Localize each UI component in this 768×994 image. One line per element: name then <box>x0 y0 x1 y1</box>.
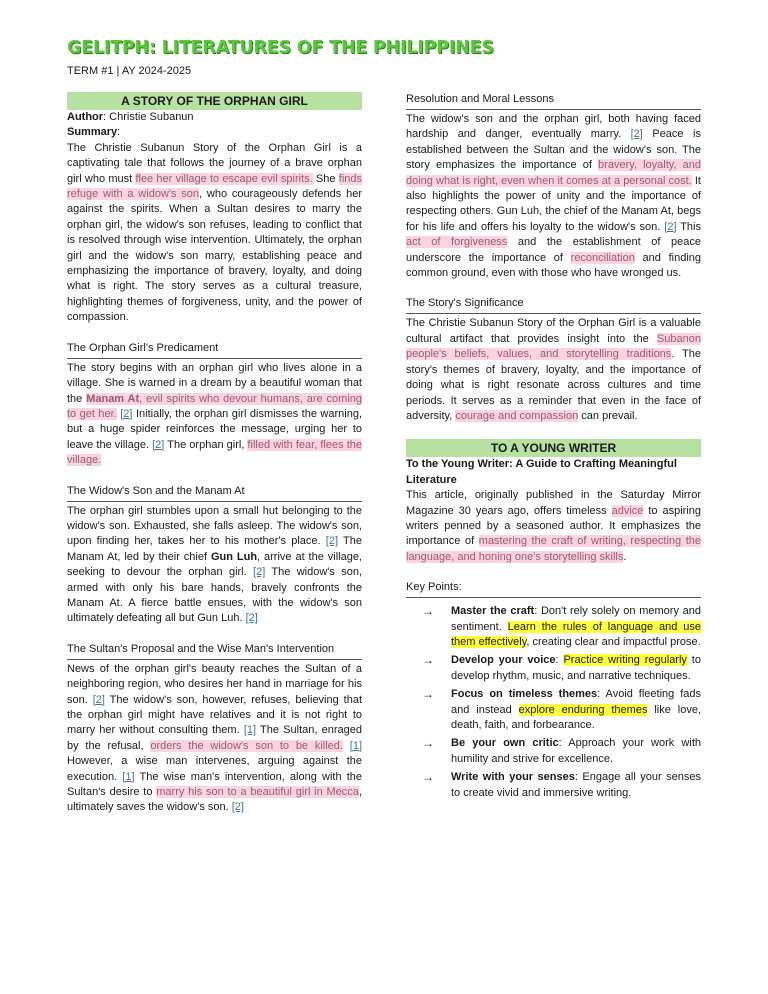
text: The Manam At, led by their chief <box>67 535 363 563</box>
highlight: act of forgiveness <box>406 236 508 249</box>
key-point-label: Master the craft <box>451 605 535 618</box>
summary-label: Summary <box>67 126 118 139</box>
significance-paragraph <box>406 316 701 424</box>
left-column <box>67 92 362 816</box>
text: : Approach your work with humility and strive for excellence. <box>451 737 701 765</box>
text: The wise man's intervention, along with the Sultan's desire to <box>67 770 362 799</box>
text: , who courageously defends her against the spirits. When a Sultan desires to marry the orphan girl, the widow's son refuses, leading to conflict that is resolved through wise intervention. Ultimately, the orphan girl and the widow's son marry, establishing peace and emphasizing the importance of bravery, loyalty, and doing what is right. The story serves as a cultural treasure, highlighting themes of forgiveness, unity, and the power of compassion. <box>67 188 362 324</box>
page-title: GELITPH: LITERATURES OF THE PHILIPPINES <box>67 38 494 58</box>
key-points-list <box>406 604 701 801</box>
text: : Engage all your senses to create vivid and immersive writing. <box>451 771 702 799</box>
key-point-label: Focus on timeless themes <box>451 688 598 701</box>
section-heading-resolution: Resolution and Moral Lessons <box>406 92 701 110</box>
highlight: courage and compassion <box>455 409 579 422</box>
text: and finding common ground, even with those who have wronged us. <box>406 251 701 280</box>
text: This <box>676 220 701 233</box>
list-item <box>406 770 701 801</box>
key-point-label: Write with your senses <box>451 771 575 784</box>
text: The Sultan, enraged by the refusal, <box>67 724 362 752</box>
key-points-heading: Key Points: <box>406 580 701 598</box>
text: , creating clear and impactful prose. <box>526 635 701 648</box>
citation-link[interactable]: [1] <box>243 724 257 737</box>
highlight: mastering the craft of writing, respecting the language, and honing one's storytelling skills <box>406 535 701 563</box>
text: . <box>623 550 627 563</box>
yellow-highlight: Learn the rules of language and use them effectively <box>451 620 701 648</box>
text: The widow's son, armed with only his bare hands, bravely confronts the Manam At. A fierce battle ensues, with the widow's son ultimately defeating all but Gun Luh. <box>67 566 362 625</box>
section-heading-sultan: The Sultan's Proposal and the Wise Man's Intervention <box>67 642 362 660</box>
text: : Avoid fleeting fads and instead <box>451 688 701 716</box>
resolution-paragraph <box>406 112 701 281</box>
highlight: orders the widow's son to be killed. <box>150 739 343 752</box>
author-label: Author <box>67 111 104 123</box>
citation-link[interactable]: [2] <box>630 128 643 141</box>
text: The orphan girl stumbles upon a small hut belonging to the widow's son. Exhausted, she falls asleep. The widow's son, upon finding her, takes her to his mother's place. <box>67 504 362 548</box>
text: , arrive at the village, seeking to devour the orphan girl. <box>67 550 362 579</box>
widows-son-paragraph <box>67 504 362 627</box>
sultan-paragraph <box>67 662 362 816</box>
text: . The story's themes of bravery, loyalty, and the importance of doing what is right resonate across cultures and time periods. It serves as a reminder that even in the face of adversity, <box>406 348 702 422</box>
text: to develop rhythm, music, and narrative techniques. <box>451 654 701 682</box>
yellow-highlight: Practice writing regularly <box>563 654 687 667</box>
author-line <box>67 110 362 125</box>
section-heading-predicament: The Orphan Girl's Predicament <box>67 341 362 359</box>
text: The Christie Subanun Story of the Orphan Girl is a captivating tale that follows the journey of a brave orphan girl who must <box>67 141 362 185</box>
list-item <box>406 604 701 650</box>
text: News of the orphan girl's beauty reaches the Sultan of a neighboring region, who desires her hand in marriage for his son. <box>67 662 362 706</box>
text: The orphan girl, <box>164 438 248 451</box>
text: She <box>312 172 339 185</box>
highlight-bold: Manam At <box>86 392 140 405</box>
text: This article, originally published in the Saturday Mirror Magazine 30 years ago, offers timeless <box>406 489 701 517</box>
yellow-highlight: explore enduring themes <box>518 703 648 716</box>
intro-paragraph <box>406 488 701 565</box>
right-column <box>406 92 701 804</box>
text: like love, death, faith, and forbearance. <box>451 703 702 731</box>
predicament-paragraph <box>67 361 362 469</box>
list-item <box>406 736 701 767</box>
text: , ultimately saves the widow's son. <box>67 786 362 814</box>
text: The story begins with an orphan girl who lives alone in a village. She is warned in a dream by a beautiful woman that the <box>67 361 362 405</box>
summary-paragraph <box>67 141 362 326</box>
highlight: Subanon people's beliefs, values, and storytelling traditions <box>406 332 701 361</box>
citation-link[interactable]: [2] <box>325 535 339 548</box>
highlight: marry his son to a beautiful girl in Mecca <box>156 786 359 799</box>
text: and the establishment of peace underscore the importance of <box>406 236 701 264</box>
text: Peace is established between the Sultan and the widow's son. The story emphasizes the importance of <box>406 128 701 172</box>
article-title: To the Young Writer: A Guide to Crafting Meaningful Literature <box>406 458 677 486</box>
highlight: reconciliation <box>570 251 635 264</box>
citation-link[interactable]: [2] <box>245 612 258 625</box>
section-banner-young-writer: TO A YOUNG WRITER <box>406 439 701 457</box>
highlight: finds refuge with a widow's son <box>67 172 363 201</box>
arrow-right-icon: → <box>422 687 434 702</box>
citation-link[interactable]: [2] <box>664 220 677 233</box>
highlight: advice <box>611 504 644 517</box>
term-label: TERM #1 | AY 2024-2025 <box>67 65 192 77</box>
text: The widow's son and the orphan girl, both having faced hardship and danger, eventually marry. <box>406 113 701 141</box>
arrow-right-icon: → <box>422 604 434 619</box>
key-point-label: Be your own critic <box>451 737 559 750</box>
citation-link[interactable]: [1] <box>122 770 135 783</box>
key-point-label: Develop your voice <box>451 654 556 667</box>
text: : <box>555 654 564 667</box>
text: It also highlights the power of unity and the importance of respecting others. Gun Luh, the chief of the Manam At, begs for his life and offers his loyalty to the widow's son. <box>406 174 701 233</box>
list-item <box>406 687 701 733</box>
citation-link[interactable]: [2] <box>92 693 105 706</box>
text: to aspiring writers penned by a seasoned author. It emphasizes the importance of <box>406 504 702 548</box>
list-item <box>406 653 701 684</box>
bold-name: Gun Luh <box>210 550 258 563</box>
section-banner-orphan-girl: A STORY OF THE ORPHAN GIRL <box>67 92 362 110</box>
text: The Christie Subanun Story of the Orphan Girl is a valuable cultural artifact that provides insight into the <box>406 317 701 345</box>
highlight: flee her village to escape evil spirits. <box>135 172 313 185</box>
summary-label-line <box>67 125 362 140</box>
citation-link[interactable]: [1] <box>349 739 362 752</box>
text: The widow's son, however, refuses, believing that the orphan girl might have relatives and it is not right to marry her without consulting them. <box>67 693 362 737</box>
text: can prevail. <box>578 409 638 422</box>
text: Initially, the orphan girl dismisses the warning, but a huge spider reinforces the message, urging her to leave the village. <box>67 407 363 451</box>
highlight: , evil spirits who devour humans, are coming to get her. <box>67 392 362 420</box>
arrow-right-icon: → <box>422 736 434 751</box>
citation-link[interactable]: [2] <box>231 801 244 814</box>
arrow-right-icon: → <box>422 653 434 668</box>
highlight: filled with fear, flees the village. <box>67 438 362 467</box>
highlight: bravery, loyalty, and doing what is right, even when it comes at a personal cost. <box>406 159 701 187</box>
text: : Don't rely solely on memory and sentiment. <box>451 605 701 633</box>
text <box>343 740 350 752</box>
arrow-right-icon: → <box>422 770 434 785</box>
author-value: : Christie Subanun <box>103 111 194 123</box>
section-heading-significance: The Story's Significance <box>406 296 701 314</box>
citation-link[interactable]: [2] <box>152 438 165 451</box>
section-heading-widows-son: The Widow's Son and the Manam At <box>67 484 362 502</box>
text: However, a wise man intervenes, arguing against the execution. <box>67 755 362 783</box>
citation-link[interactable]: [2] <box>253 566 266 579</box>
citation-link[interactable]: [2] <box>120 407 133 420</box>
summary-colon: : <box>117 126 121 139</box>
